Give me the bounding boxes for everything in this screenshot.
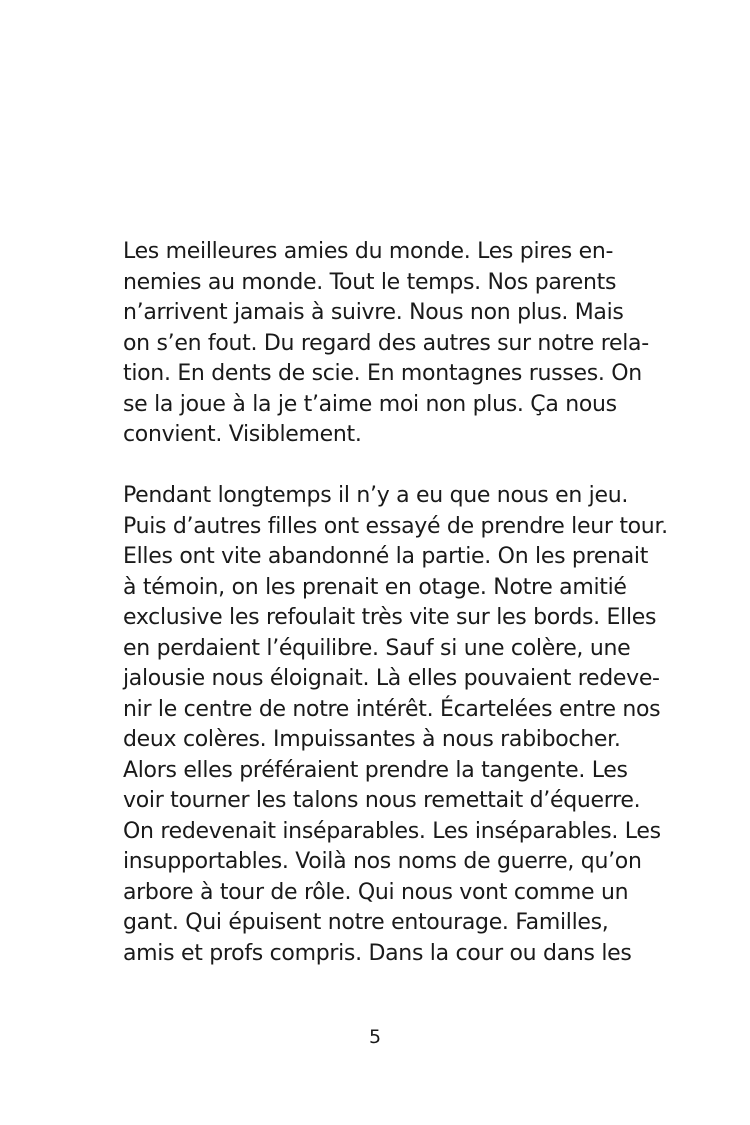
text-line: Les meilleures amies du monde. Les pires en- [123, 239, 614, 264]
text-line: insupportables. Voilà nos noms de guerre, qu’on [123, 849, 642, 874]
text-line: nir le centre de notre intérêt. Écartelées entre nos [123, 696, 661, 722]
text-line: Alors elles préféraient prendre la tangente. Les [123, 757, 628, 783]
text-line: Elles ont vite abandonné la partie. On les prenait [123, 544, 649, 569]
text-line: gant. Qui épuisent notre entourage. Familles, [123, 910, 609, 935]
text-line: jalousie nous éloignait. Là elles pouvaient redeve- [123, 666, 660, 691]
text-line: à témoin, on les prenait en otage. Notre amitié [123, 574, 627, 600]
paragraph-1 [123, 237, 649, 451]
text-line: nemies au monde. Tout le temps. Nos parents [123, 269, 617, 295]
text-line: arbore à tour de rôle. Qui nous vont comme un [123, 879, 629, 905]
paragraph-2 [123, 481, 668, 969]
text-line: tion. En dents de scie. En montagnes russes. On [123, 361, 642, 386]
text-line: Puis d’autres filles ont essayé de prendre leur tour. [123, 513, 668, 539]
text-line: exclusive les refoulait très vite sur les bords. Elles [123, 605, 657, 630]
text-line: convient. Visiblement. [123, 422, 362, 447]
text-line: amis et profs compris. Dans la cour ou dans les [123, 940, 632, 966]
text-line: on s’en fout. Du regard des autres sur notre rela- [123, 330, 649, 356]
text-line: On redevenait inséparables. Les inséparables. Les [123, 818, 661, 844]
text-line: n’arrivent jamais à suivre. Nous non plus. Mais [123, 300, 624, 325]
text-line: se la joue à la je t’aime moi non plus. Ça nous [123, 391, 617, 417]
text-line: Pendant longtemps il n’y a eu que nous en jeu. [123, 483, 629, 508]
page-number: 5 [368, 1026, 382, 1048]
text-line: voir tourner les talons nous remettait d’équerre. [123, 788, 641, 813]
text-line: en perdaient l’équilibre. Sauf si une colère, une [123, 635, 631, 661]
text-line: deux colères. Impuissantes à nous rabibocher. [123, 727, 621, 752]
